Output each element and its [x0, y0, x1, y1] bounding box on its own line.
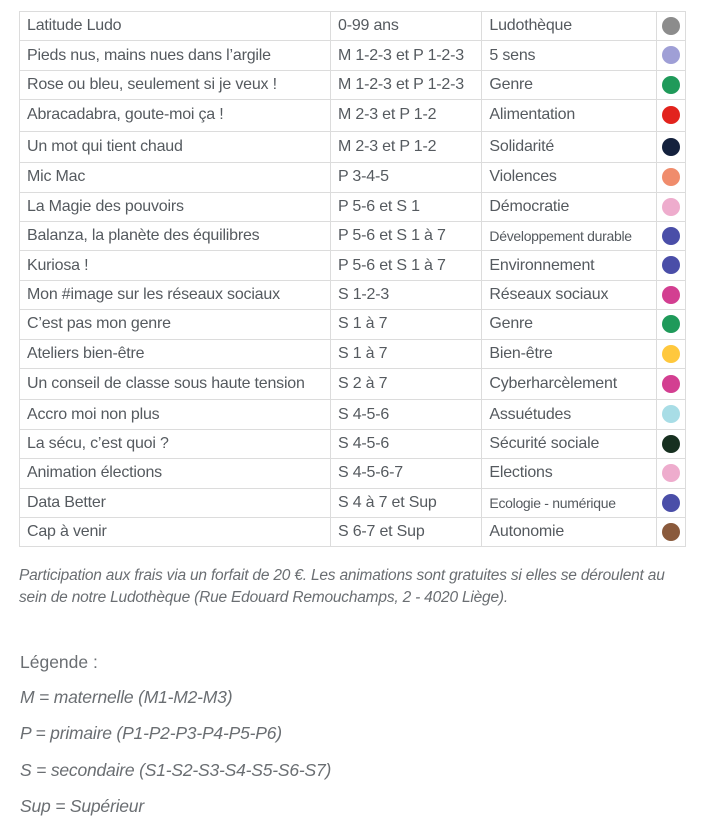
theme-color-dot — [662, 17, 680, 35]
color-cell — [657, 459, 686, 488]
theme-cell: Assuétudes — [482, 400, 657, 429]
theme-color-dot — [662, 435, 680, 453]
theme-cell: Genre — [482, 70, 657, 99]
color-cell — [657, 429, 686, 458]
theme-cell: Solidarité — [482, 131, 657, 163]
animation-name-cell: Latitude Ludo — [20, 12, 331, 41]
theme-color-dot — [662, 405, 680, 423]
color-cell — [657, 251, 686, 280]
level-cell: P 5-6 et S 1 à 7 — [331, 251, 482, 280]
color-cell — [657, 41, 686, 70]
table-row — [20, 280, 686, 309]
animation-name-cell: La Magie des pouvoirs — [20, 192, 331, 221]
theme-cell: Cyberharcèlement — [482, 368, 657, 400]
level-cell: P 3-4-5 — [331, 163, 482, 192]
theme-cell: Ecologie - numérique — [482, 488, 657, 517]
theme-cell: Violences — [482, 163, 657, 192]
theme-color-dot — [662, 345, 680, 363]
theme-color-dot — [662, 375, 680, 393]
level-cell: S 1-2-3 — [331, 280, 482, 309]
animation-name-cell: Animation élections — [20, 459, 331, 488]
color-cell — [657, 517, 686, 546]
animation-name-cell: Un conseil de classe sous haute tension — [20, 368, 331, 400]
theme-cell: Réseaux sociaux — [482, 280, 657, 309]
table-row — [20, 459, 686, 488]
animations-table-body — [20, 12, 686, 547]
animation-name-cell: Cap à venir — [20, 517, 331, 546]
theme-color-dot — [662, 494, 680, 512]
level-cell: 0-99 ans — [331, 12, 482, 41]
table-row — [20, 70, 686, 99]
table-row — [20, 310, 686, 339]
animations-table — [19, 11, 686, 547]
animation-name-cell: Data Better — [20, 488, 331, 517]
animation-name-cell: Ateliers bien-être — [20, 339, 331, 368]
theme-cell: Bien-être — [482, 339, 657, 368]
level-cell: S 2 à 7 — [331, 368, 482, 400]
theme-cell: Ludothèque — [482, 12, 657, 41]
color-cell — [657, 280, 686, 309]
color-cell — [657, 488, 686, 517]
level-cell: S 1 à 7 — [331, 310, 482, 339]
level-cell: S 4 à 7 et Sup — [331, 488, 482, 517]
theme-cell: Alimentation — [482, 100, 657, 132]
table-row — [20, 221, 686, 250]
level-cell: M 1-2-3 et P 1-2-3 — [331, 70, 482, 99]
theme-color-dot — [662, 46, 680, 64]
table-row — [20, 429, 686, 458]
animation-name-cell: Mon #image sur les réseaux sociaux — [20, 280, 331, 309]
level-cell: P 5-6 et S 1 — [331, 192, 482, 221]
color-cell — [657, 163, 686, 192]
theme-color-dot — [662, 523, 680, 541]
color-cell — [657, 100, 686, 132]
legend-item-maternelle: M = maternelle (M1-M2-M3) — [20, 687, 233, 707]
level-cell: S 4-5-6 — [331, 429, 482, 458]
animation-name-cell: Pieds nus, mains nues dans l’argile — [20, 41, 331, 70]
fee-note: Participation aux frais via un forfait de 20 €. Les animations sont gratuites si elles se déroulent au sein de notre Ludothèque (Rue Edouard Remouchamps, 2 - 4020 Liège). — [19, 567, 665, 606]
table-row — [20, 100, 686, 132]
level-cell: S 1 à 7 — [331, 339, 482, 368]
level-cell: S 4-5-6-7 — [331, 459, 482, 488]
animation-name-cell: C’est pas mon genre — [20, 310, 331, 339]
color-cell — [657, 339, 686, 368]
level-cell: S 6-7 et Sup — [331, 517, 482, 546]
theme-cell: Elections — [482, 459, 657, 488]
table-row — [20, 400, 686, 429]
animation-name-cell: Kuriosa ! — [20, 251, 331, 280]
theme-cell: Développement durable — [482, 221, 657, 250]
theme-cell: 5 sens — [482, 41, 657, 70]
theme-cell: Environnement — [482, 251, 657, 280]
color-cell — [657, 12, 686, 41]
color-cell — [657, 221, 686, 250]
theme-color-dot — [662, 286, 680, 304]
theme-color-dot — [662, 198, 680, 216]
level-cell: M 2-3 et P 1-2 — [331, 131, 482, 163]
theme-cell: Sécurité sociale — [482, 429, 657, 458]
theme-color-dot — [662, 464, 680, 482]
color-cell — [657, 368, 686, 400]
table-row — [20, 368, 686, 400]
table-row — [20, 41, 686, 70]
level-cell: P 5-6 et S 1 à 7 — [331, 221, 482, 250]
table-row — [20, 12, 686, 41]
theme-color-dot — [662, 227, 680, 245]
animation-name-cell: Abracadabra, goute-moi ça ! — [20, 100, 331, 132]
animation-name-cell: Un mot qui tient chaud — [20, 131, 331, 163]
theme-color-dot — [662, 76, 680, 94]
animation-name-cell: Mic Mac — [20, 163, 331, 192]
theme-color-dot — [662, 168, 680, 186]
animation-name-cell: Balanza, la planète des équilibres — [20, 221, 331, 250]
color-cell — [657, 131, 686, 163]
table-row — [20, 488, 686, 517]
theme-color-dot — [662, 138, 680, 156]
table-row — [20, 163, 686, 192]
legend-item-primaire: P = primaire (P1-P2-P3-P4-P5-P6) — [20, 723, 282, 743]
legend-title: Légende : — [20, 652, 98, 672]
color-cell — [657, 192, 686, 221]
level-cell: M 1-2-3 et P 1-2-3 — [331, 41, 482, 70]
color-cell — [657, 400, 686, 429]
level-cell: M 2-3 et P 1-2 — [331, 100, 482, 132]
theme-cell: Autonomie — [482, 517, 657, 546]
table-row — [20, 339, 686, 368]
level-cell: S 4-5-6 — [331, 400, 482, 429]
table-row — [20, 192, 686, 221]
animation-name-cell: Accro moi non plus — [20, 400, 331, 429]
table-row — [20, 131, 686, 163]
color-cell — [657, 70, 686, 99]
theme-cell: Démocratie — [482, 192, 657, 221]
table-row — [20, 517, 686, 546]
legend-item-secondaire: S = secondaire (S1-S2-S3-S4-S5-S6-S7) — [20, 760, 332, 780]
color-cell — [657, 310, 686, 339]
theme-cell: Genre — [482, 310, 657, 339]
theme-color-dot — [662, 315, 680, 333]
animation-name-cell: Rose ou bleu, seulement si je veux ! — [20, 70, 331, 99]
animation-name-cell: La sécu, c’est quoi ? — [20, 429, 331, 458]
theme-color-dot — [662, 106, 680, 124]
theme-color-dot — [662, 256, 680, 274]
table-row — [20, 251, 686, 280]
legend-item-superieur: Sup = Supérieur — [20, 796, 144, 816]
